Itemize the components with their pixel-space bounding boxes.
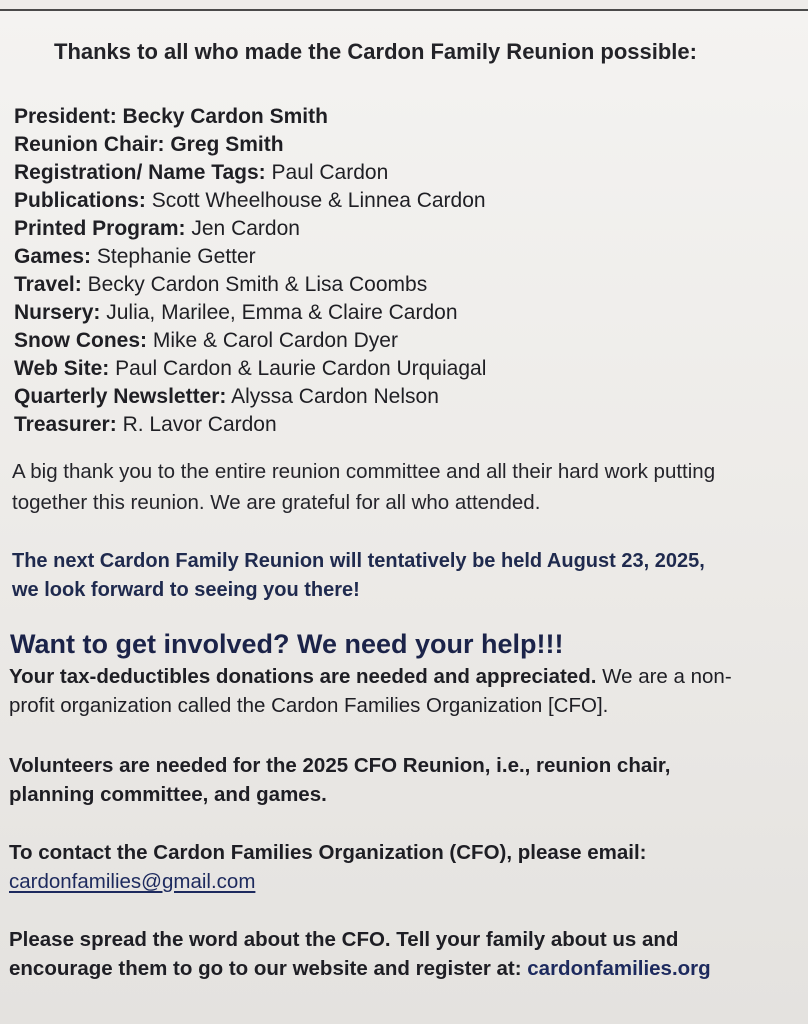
next-reunion-announcement (12, 547, 705, 605)
credit-names: Mike & Carol Cardon Dyer (152, 329, 398, 352)
credit-line (14, 187, 486, 215)
spread-line-2-text: encourage them to go to our website and register at: (9, 957, 528, 980)
credit-role: Games: (14, 245, 92, 268)
credit-names: Becky Cardon Smith & Lisa Coombs (87, 273, 428, 296)
next-reunion-line-2: we look forward to seeing you there! (12, 579, 360, 601)
credit-names: Julia, Marilee, Emma & Claire Cardon (106, 301, 458, 324)
next-reunion-line-1: The next Cardon Family Reunion will tentatively be held August 23, 2025, (12, 550, 705, 572)
spread-line-1: Please spread the word about the CFO. Tell your family about us and (9, 928, 679, 951)
contact-line: To contact the Cardon Families Organization (CFO), please email: (9, 841, 647, 864)
credit-line (14, 327, 486, 355)
credit-names: Scott Wheelhouse & Linnea Cardon (151, 189, 486, 212)
credit-names: Alyssa Cardon Nelson (231, 385, 439, 408)
credit-role: Quarterly Newsletter: (14, 385, 227, 408)
credit-role: Travel: (14, 273, 82, 296)
credit-names: Jen Cardon (191, 217, 300, 240)
credit-role: Nursery: (14, 301, 101, 324)
credit-role: Treasurer: (14, 413, 117, 436)
credit-role: Printed Program: (14, 217, 186, 240)
credit-line (14, 103, 486, 131)
newsletter-page (0, 11, 808, 1024)
credit-line (14, 355, 486, 383)
credit-names: Becky Cardon Smith (122, 105, 328, 128)
credit-line (14, 159, 486, 187)
credit-role: Reunion Chair: (14, 133, 165, 156)
credit-line (14, 383, 486, 411)
credit-line (14, 271, 486, 299)
spread-word-paragraph (9, 925, 711, 983)
credit-role: Snow Cones: (14, 329, 148, 352)
credit-line (14, 299, 486, 327)
credit-role: President: (14, 105, 117, 128)
donations-bold-text: Your tax-deductibles donations are needed and appreciated. (9, 665, 597, 688)
thanks-line-2: together this reunion. We are grateful for all who attended. (12, 491, 541, 514)
volunteers-paragraph (9, 751, 670, 809)
volunteers-line-1: Volunteers are needed for the 2025 CFO Reunion, i.e., reunion chair, (9, 754, 671, 777)
credit-line (14, 215, 486, 243)
contact-email-link[interactable]: cardonfamilies@gmail.com (9, 870, 256, 893)
credit-role: Web Site: (14, 357, 110, 380)
thanks-line-1: A big thank you to the entire reunion committee and all their hard work putting (12, 460, 716, 483)
donations-rest-text: We are a non- (596, 665, 732, 688)
volunteers-line-2: planning committee, and games. (9, 783, 327, 806)
credit-names: Stephanie Getter (96, 245, 256, 268)
spread-line-2 (9, 954, 711, 983)
credit-role: Registration/ Name Tags: (14, 161, 266, 184)
thanks-paragraph (12, 456, 715, 518)
donations-line-2: profit organization called the Cardon Families Organization [CFO]. (9, 694, 609, 717)
thanks-title: Thanks to all who made the Cardon Family Reunion possible: (54, 39, 697, 64)
credit-names: Greg Smith (170, 133, 284, 156)
website-link[interactable]: cardonfamilies.org (527, 957, 711, 980)
credits-list (14, 103, 486, 439)
get-involved-heading: Want to get involved? We need your help!!! (10, 629, 564, 659)
credit-names: Paul Cardon & Laurie Cardon Urquiagal (115, 357, 487, 380)
credit-line (14, 411, 486, 439)
credit-role: Publications: (14, 189, 146, 212)
contact-paragraph (9, 838, 647, 896)
credit-line (14, 131, 486, 159)
credit-names: Paul Cardon (271, 161, 389, 184)
credit-line (14, 243, 486, 271)
donations-paragraph (9, 662, 732, 720)
donations-line-1 (9, 662, 732, 691)
credit-names: R. Lavor Cardon (122, 413, 277, 436)
